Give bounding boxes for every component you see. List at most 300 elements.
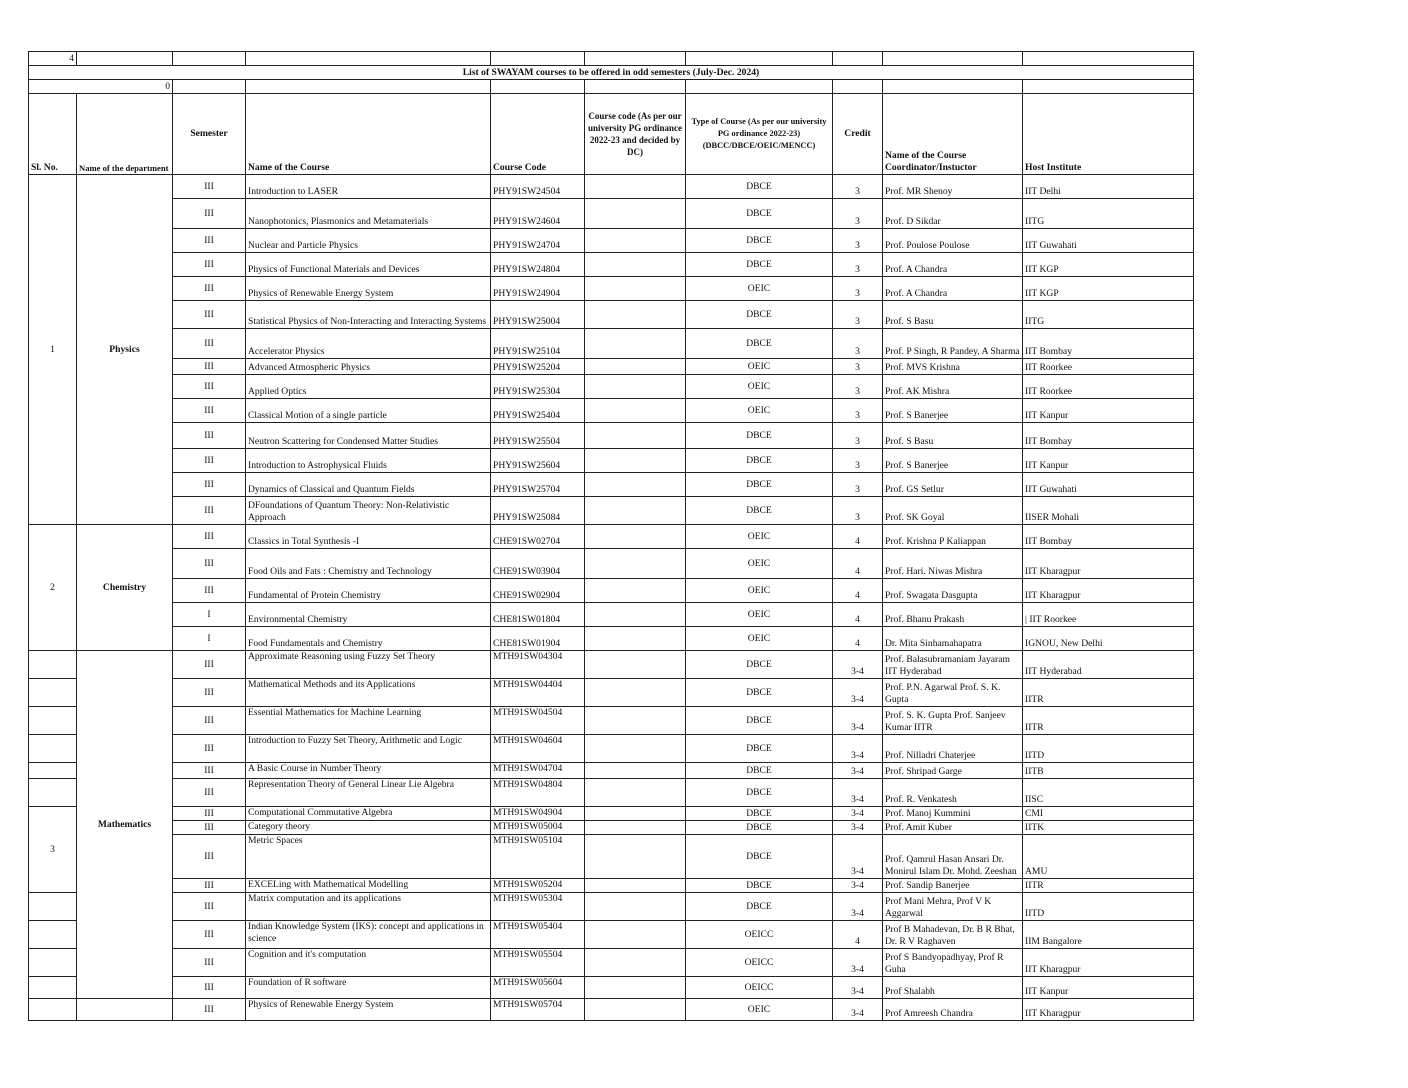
row-course-code-pg [585, 977, 686, 999]
row-course-code: PHY91SW25304 [491, 375, 585, 399]
row-host: IITG [1023, 199, 1194, 229]
row-course-name: Neutron Scattering for Condensed Matter Studies [246, 423, 491, 449]
row-course-name: Introduction to Fuzzy Set Theory, Arithmetic and Logic [246, 735, 491, 763]
row-coordinator: Prof. MVS Krishna [883, 359, 1023, 375]
row-semester: III [173, 779, 246, 807]
row-host: IITK [1023, 821, 1194, 835]
row-semester: III [173, 277, 246, 301]
table-row [29, 399, 1194, 423]
row-coordinator: Prof. Manoj Kummini [883, 807, 1023, 821]
row-credit: 3-4 [833, 763, 883, 779]
row-credit: 3 [833, 329, 883, 359]
row-coordinator: Prof S Bandyopadhyay, Prof R Guha [883, 949, 1023, 977]
row-semester: III [173, 835, 246, 879]
row-coordinator: Prof. A Chandra [883, 277, 1023, 301]
row-semester: III [173, 679, 246, 707]
table-row [29, 807, 1194, 821]
row-course-code-pg [585, 779, 686, 807]
row-host: IIT Guwahati [1023, 473, 1194, 497]
row-coordinator: Prof. R. Venkatesh [883, 779, 1023, 807]
table-row [29, 879, 1194, 893]
header-department: Name of the department [77, 94, 173, 175]
row-semester: III [173, 375, 246, 399]
row-course-name: Environmental Chemistry [246, 603, 491, 627]
row-coordinator: Prof. P Singh, R Pandey, A Sharma [883, 329, 1023, 359]
row-department: Chemistry [77, 525, 173, 651]
table-row [29, 763, 1194, 779]
row-coordinator: Prof. Poulose Poulose [883, 229, 1023, 253]
row-credit: 3 [833, 375, 883, 399]
row-coordinator: Prof. Krishna P Kaliappan [883, 525, 1023, 549]
row-course-name: Representation Theory of General Linear Lie Algebra [246, 779, 491, 807]
row-course-type: OEIC [686, 375, 833, 399]
row-sl-no: 3 [29, 807, 77, 893]
row-course-code-pg [585, 999, 686, 1021]
row-semester: III [173, 893, 246, 921]
row-course-type: OEIC [686, 399, 833, 423]
row-host: IISER Mohali [1023, 497, 1194, 525]
row-sl-no [29, 977, 77, 999]
table-row [29, 949, 1194, 977]
row-course-name: Introduction to Astrophysical Fluids [246, 449, 491, 473]
row-course-code-pg [585, 329, 686, 359]
row-credit: 3 [833, 399, 883, 423]
row-sl-no [29, 763, 77, 779]
row-course-code-pg [585, 893, 686, 921]
row-course-name: EXCELing with Mathematical Modelling [246, 879, 491, 893]
row-course-type: OEICC [686, 949, 833, 977]
row-semester: III [173, 821, 246, 835]
page-number-cell: 4 [29, 52, 77, 66]
row-sl-no: 2 [29, 525, 77, 651]
row-semester: III [173, 807, 246, 821]
row-course-type: DBCE [686, 497, 833, 525]
row-host: IISC [1023, 779, 1194, 807]
row-credit: 4 [833, 579, 883, 603]
row-course-code: PHY91SW24504 [491, 175, 585, 199]
row-credit: 3-4 [833, 949, 883, 977]
row-host: IIT Kharagpur [1023, 949, 1194, 977]
row-course-code-pg [585, 651, 686, 679]
table-row [29, 627, 1194, 651]
row-semester: III [173, 579, 246, 603]
table-row [29, 497, 1194, 525]
row-coordinator: Prof. S Basu [883, 423, 1023, 449]
table-row [29, 549, 1194, 579]
table-row [29, 253, 1194, 277]
table-row [29, 679, 1194, 707]
row-course-code: CHE81SW01904 [491, 627, 585, 651]
row-host: IIT Kanpur [1023, 449, 1194, 473]
row-coordinator: Prof Amreesh Chandra [883, 999, 1023, 1021]
row-coordinator: Prof. S Banerjee [883, 399, 1023, 423]
row-course-code-pg [585, 473, 686, 497]
row-credit: 3-4 [833, 707, 883, 735]
header-semester: Semester [173, 94, 246, 175]
row-semester: III [173, 999, 246, 1021]
row-course-name: Nuclear and Particle Physics [246, 229, 491, 253]
row-course-code-pg [585, 627, 686, 651]
row-course-code: MTH91SW04904 [491, 807, 585, 821]
row-course-name: Statistical Physics of Non-Interacting and Interacting Systems [246, 301, 491, 329]
row-host: CMI [1023, 807, 1194, 821]
row-course-code: CHE91SW02704 [491, 525, 585, 549]
row-course-name: Physics of Renewable Energy System [246, 277, 491, 301]
row-coordinator: Prof Mani Mehra, Prof V K Aggarwal [883, 893, 1023, 921]
row-course-code: MTH91SW05204 [491, 879, 585, 893]
table-row [29, 835, 1194, 879]
row-sl-no [29, 999, 77, 1021]
row-course-code-pg [585, 375, 686, 399]
row-course-type: DBCE [686, 679, 833, 707]
row-course-type: DBCE [686, 301, 833, 329]
row-credit: 4 [833, 549, 883, 579]
row-course-code: PHY91SW25604 [491, 449, 585, 473]
row-course-code: MTH91SW05104 [491, 835, 585, 879]
row-semester: I [173, 627, 246, 651]
row-coordinator: Prof. Shripad Garge [883, 763, 1023, 779]
row-credit: 3 [833, 423, 883, 449]
row-department [77, 999, 173, 1021]
row-course-type: DBCE [686, 199, 833, 229]
row-coordinator: Prof. Hari. Niwas Mishra [883, 549, 1023, 579]
row-host: AMU [1023, 835, 1194, 879]
row-credit: 3 [833, 497, 883, 525]
row-credit: 4 [833, 627, 883, 651]
row-course-name: Essential Mathematics for Machine Learning [246, 707, 491, 735]
row-semester: III [173, 473, 246, 497]
row-semester: III [173, 253, 246, 277]
row-semester: III [173, 707, 246, 735]
row-coordinator: Prof. Sandip Banerjee [883, 879, 1023, 893]
row-course-name: DFoundations of Quantum Theory: Non-Relativistic Approach [246, 497, 491, 525]
row-course-name: Dynamics of Classical and Quantum Fields [246, 473, 491, 497]
row-coordinator: Prof. S. K. Gupta Prof. Sanjeev Kumar IITR [883, 707, 1023, 735]
row-course-code: MTH91SW04804 [491, 779, 585, 807]
row-semester: III [173, 735, 246, 763]
row-course-code: MTH91SW05604 [491, 977, 585, 999]
header-coordinator: Name of the Course Coordinator/Instuctor [883, 94, 1023, 175]
row-course-code: PHY91SW25404 [491, 399, 585, 423]
row-course-type: OEICC [686, 977, 833, 999]
row-semester: III [173, 359, 246, 375]
row-course-type: DBCE [686, 175, 833, 199]
row-credit: 3-4 [833, 977, 883, 999]
row-course-name: Advanced Atmospheric Physics [246, 359, 491, 375]
row-course-name: Metric Spaces [246, 835, 491, 879]
row-course-name: Indian Knowledge System (IKS): concept and applications in science [246, 921, 491, 949]
row-course-type: OEICC [686, 921, 833, 949]
row-credit: 3 [833, 301, 883, 329]
row-course-code: MTH91SW04404 [491, 679, 585, 707]
row-course-code: PHY91SW25704 [491, 473, 585, 497]
row-semester: III [173, 879, 246, 893]
header-credit: Credit [833, 94, 883, 175]
table-row [29, 735, 1194, 763]
row-course-code: PHY91SW25004 [491, 301, 585, 329]
table-row [29, 423, 1194, 449]
row-course-code-pg [585, 277, 686, 301]
courses-table [28, 51, 1194, 1021]
header-sl-no: Sl. No. [29, 94, 77, 175]
row-course-code-pg [585, 449, 686, 473]
row-coordinator: Prof. A Chandra [883, 253, 1023, 277]
row-course-type: OEIC [686, 549, 833, 579]
row-course-type: DBCE [686, 329, 833, 359]
row-semester: III [173, 977, 246, 999]
row-course-code: PHY91SW25204 [491, 359, 585, 375]
header-course-code: Course Code [491, 94, 585, 175]
row-credit: 3 [833, 229, 883, 253]
row-course-code: PHY91SW24604 [491, 199, 585, 229]
row-course-code: MTH91SW05004 [491, 821, 585, 835]
row-course-type: DBCE [686, 879, 833, 893]
row-host: IIM Bangalore [1023, 921, 1194, 949]
table-row [29, 277, 1194, 301]
row-credit: 3-4 [833, 779, 883, 807]
row-sl-no [29, 735, 77, 763]
row-sl-no [29, 779, 77, 807]
row-semester: III [173, 199, 246, 229]
row-host: IITB [1023, 763, 1194, 779]
row-course-name: Computational Commutative Algebra [246, 807, 491, 821]
row-course-code-pg [585, 497, 686, 525]
row-coordinator: Prof. MR Shenoy [883, 175, 1023, 199]
row-course-code-pg [585, 199, 686, 229]
row-host: IITD [1023, 893, 1194, 921]
row-course-code-pg [585, 301, 686, 329]
table-row [29, 999, 1194, 1021]
row-coordinator: Prof. AK Mishra [883, 375, 1023, 399]
row-course-type: OEIC [686, 579, 833, 603]
row-credit: 3 [833, 473, 883, 497]
row-course-name: Food Oils and Fats : Chemistry and Technology [246, 549, 491, 579]
row-coordinator: Prof. Balasubramaniam Jayaram IIT Hyderabad [883, 651, 1023, 679]
row-course-type: DBCE [686, 821, 833, 835]
row-host: IIT Kanpur [1023, 977, 1194, 999]
row-course-type: OEIC [686, 359, 833, 375]
row-sl-no [29, 679, 77, 707]
row-course-name: Classical Motion of a single particle [246, 399, 491, 423]
row-course-code: CHE81SW01804 [491, 603, 585, 627]
row-course-type: DBCE [686, 253, 833, 277]
row-credit: 3-4 [833, 821, 883, 835]
table-row [29, 229, 1194, 253]
row-credit: 3-4 [833, 879, 883, 893]
row-host: IIT Kharagpur [1023, 549, 1194, 579]
row-course-name: Mathematical Methods and its Applications [246, 679, 491, 707]
row-coordinator: Prof. S Basu [883, 301, 1023, 329]
row-course-code: MTH91SW05404 [491, 921, 585, 949]
row-semester: III [173, 449, 246, 473]
row-semester: III [173, 399, 246, 423]
row-sl-no: 1 [29, 175, 77, 525]
row-course-name: Foundation of R software [246, 977, 491, 999]
row-semester: III [173, 423, 246, 449]
row-course-type: DBCE [686, 807, 833, 821]
row-semester: I [173, 603, 246, 627]
row-semester: III [173, 763, 246, 779]
header-course-name: Name of the Course [246, 94, 491, 175]
row-host: IITG [1023, 301, 1194, 329]
row-course-code-pg [585, 821, 686, 835]
row-coordinator: Prof. Qamrul Hasan Ansari Dr. Monirul Islam Dr. Mohd. Zeeshan [883, 835, 1023, 879]
row-host: IITD [1023, 735, 1194, 763]
row-course-code-pg [585, 229, 686, 253]
row-coordinator: Prof Shalabh [883, 977, 1023, 999]
row-host: IIT Delhi [1023, 175, 1194, 199]
row-host: IIT Bombay [1023, 423, 1194, 449]
row-course-code: MTH91SW04604 [491, 735, 585, 763]
row-host: IITR [1023, 879, 1194, 893]
row-host: IIT Bombay [1023, 329, 1194, 359]
row-host: IIT Kharagpur [1023, 999, 1194, 1021]
row-course-type: DBCE [686, 735, 833, 763]
row-semester: III [173, 229, 246, 253]
row-course-code: PHY91SW25104 [491, 329, 585, 359]
row-credit: 4 [833, 603, 883, 627]
row-course-code: MTH91SW05304 [491, 893, 585, 921]
table-title: List of SWAYAM courses to be offered in odd semesters (July-Dec. 2024) [29, 66, 1194, 80]
row-semester: III [173, 329, 246, 359]
row-coordinator: Prof B Mahadevan, Dr. B R Bhat, Dr. R V Raghaven [883, 921, 1023, 949]
row-credit: 3 [833, 449, 883, 473]
row-course-code-pg [585, 423, 686, 449]
row-course-code-pg [585, 763, 686, 779]
header-host: Host Institute [1023, 94, 1194, 175]
row-course-name: Fundamental of Protein Chemistry [246, 579, 491, 603]
row-semester: III [173, 921, 246, 949]
row-course-name: Nanophotonics, Plasmonics and Metamaterials [246, 199, 491, 229]
table-row [29, 199, 1194, 229]
row-coordinator: Dr. Mita Sinhamahapatra [883, 627, 1023, 651]
table-row [29, 525, 1194, 549]
row-course-code-pg [585, 807, 686, 821]
row-course-name: A Basic Course in Number Theory [246, 763, 491, 779]
row-course-code-pg [585, 949, 686, 977]
header-course-code-pg: Course code (As per our university PG ordinance 2022-23 and decided by DC) [585, 94, 686, 175]
row-course-code: PHY91SW25084 [491, 497, 585, 525]
row-host: IITR [1023, 679, 1194, 707]
row-course-type: OEIC [686, 277, 833, 301]
row-course-code-pg [585, 879, 686, 893]
row-course-type: DBCE [686, 449, 833, 473]
row-host: IIT Roorkee [1023, 359, 1194, 375]
row-semester: III [173, 651, 246, 679]
table-row [29, 707, 1194, 735]
table-row [29, 651, 1194, 679]
table-row [29, 821, 1194, 835]
table-row [29, 603, 1194, 627]
row-course-type: DBCE [686, 229, 833, 253]
row-course-code-pg [585, 707, 686, 735]
row-credit: 3-4 [833, 835, 883, 879]
row-coordinator: Prof. Amit Kuber [883, 821, 1023, 835]
row-coordinator: Prof. Swagata Dasgupta [883, 579, 1023, 603]
row-course-type: OEIC [686, 603, 833, 627]
row-credit: 3-4 [833, 679, 883, 707]
row-course-code-pg [585, 735, 686, 763]
row-course-code-pg [585, 835, 686, 879]
table-row [29, 359, 1194, 375]
row-course-name: Matrix computation and its applications [246, 893, 491, 921]
row-credit: 3 [833, 359, 883, 375]
row-coordinator: Prof. Nilladri Chaterjee [883, 735, 1023, 763]
row-host: IIT KGP [1023, 277, 1194, 301]
row-course-name: Cognition and it's computation [246, 949, 491, 977]
row-semester: III [173, 497, 246, 525]
row-sl-no [29, 921, 77, 949]
row-host: IITR [1023, 707, 1194, 735]
row-course-name: Physics of Renewable Energy System [246, 999, 491, 1021]
table-row [29, 375, 1194, 399]
row-course-type: OEIC [686, 627, 833, 651]
row-semester: III [173, 175, 246, 199]
table-row [29, 893, 1194, 921]
table-row [29, 473, 1194, 497]
row-coordinator: Prof. SK Goyal [883, 497, 1023, 525]
row-course-code: PHY91SW24704 [491, 229, 585, 253]
row-semester: III [173, 525, 246, 549]
row-course-code: MTH91SW04504 [491, 707, 585, 735]
row-credit: 3 [833, 253, 883, 277]
table-row [29, 921, 1194, 949]
row-credit: 3-4 [833, 807, 883, 821]
row-course-code-pg [585, 399, 686, 423]
row-course-code: MTH91SW05504 [491, 949, 585, 977]
row-course-name: Category theory [246, 821, 491, 835]
row-course-code: MTH91SW05704 [491, 999, 585, 1021]
table-row [29, 977, 1194, 999]
row-course-name: Approximate Reasoning using Fuzzy Set Theory [246, 651, 491, 679]
row-host: IIT Roorkee [1023, 375, 1194, 399]
row-course-type: DBCE [686, 779, 833, 807]
row-sl-no [29, 707, 77, 735]
row-course-name: Physics of Functional Materials and Devices [246, 253, 491, 277]
row-course-code: PHY91SW25504 [491, 423, 585, 449]
row-course-type: DBCE [686, 707, 833, 735]
row-semester: III [173, 949, 246, 977]
row-course-code-pg [585, 549, 686, 579]
row-coordinator: Prof. Bhanu Prakash [883, 603, 1023, 627]
row-course-code: PHY91SW24804 [491, 253, 585, 277]
row-host: IIT Hyderabad [1023, 651, 1194, 679]
row-semester: III [173, 301, 246, 329]
row-host: IIT Kharagpur [1023, 579, 1194, 603]
table-row [29, 329, 1194, 359]
row-course-type: DBCE [686, 423, 833, 449]
table-row [29, 779, 1194, 807]
row-coordinator: Prof. S Banerjee [883, 449, 1023, 473]
row-course-name: Food Fundamentals and Chemistry [246, 627, 491, 651]
row-course-code-pg [585, 679, 686, 707]
row-course-type: DBCE [686, 651, 833, 679]
row-coordinator: Prof. GS Setlur [883, 473, 1023, 497]
row-course-code-pg [585, 253, 686, 277]
row-course-code-pg [585, 921, 686, 949]
row-course-name: Classics in Total Synthesis -I [246, 525, 491, 549]
row-department: Mathematics [77, 651, 173, 999]
row-course-code-pg [585, 579, 686, 603]
row-credit: 3-4 [833, 651, 883, 679]
row-credit: 4 [833, 525, 883, 549]
row-host: IGNOU, New Delhi [1023, 627, 1194, 651]
table-row [29, 301, 1194, 329]
row-course-code-pg [585, 603, 686, 627]
table-row [29, 449, 1194, 473]
row-sl-no [29, 949, 77, 977]
row-host: IIT Kanpur [1023, 399, 1194, 423]
